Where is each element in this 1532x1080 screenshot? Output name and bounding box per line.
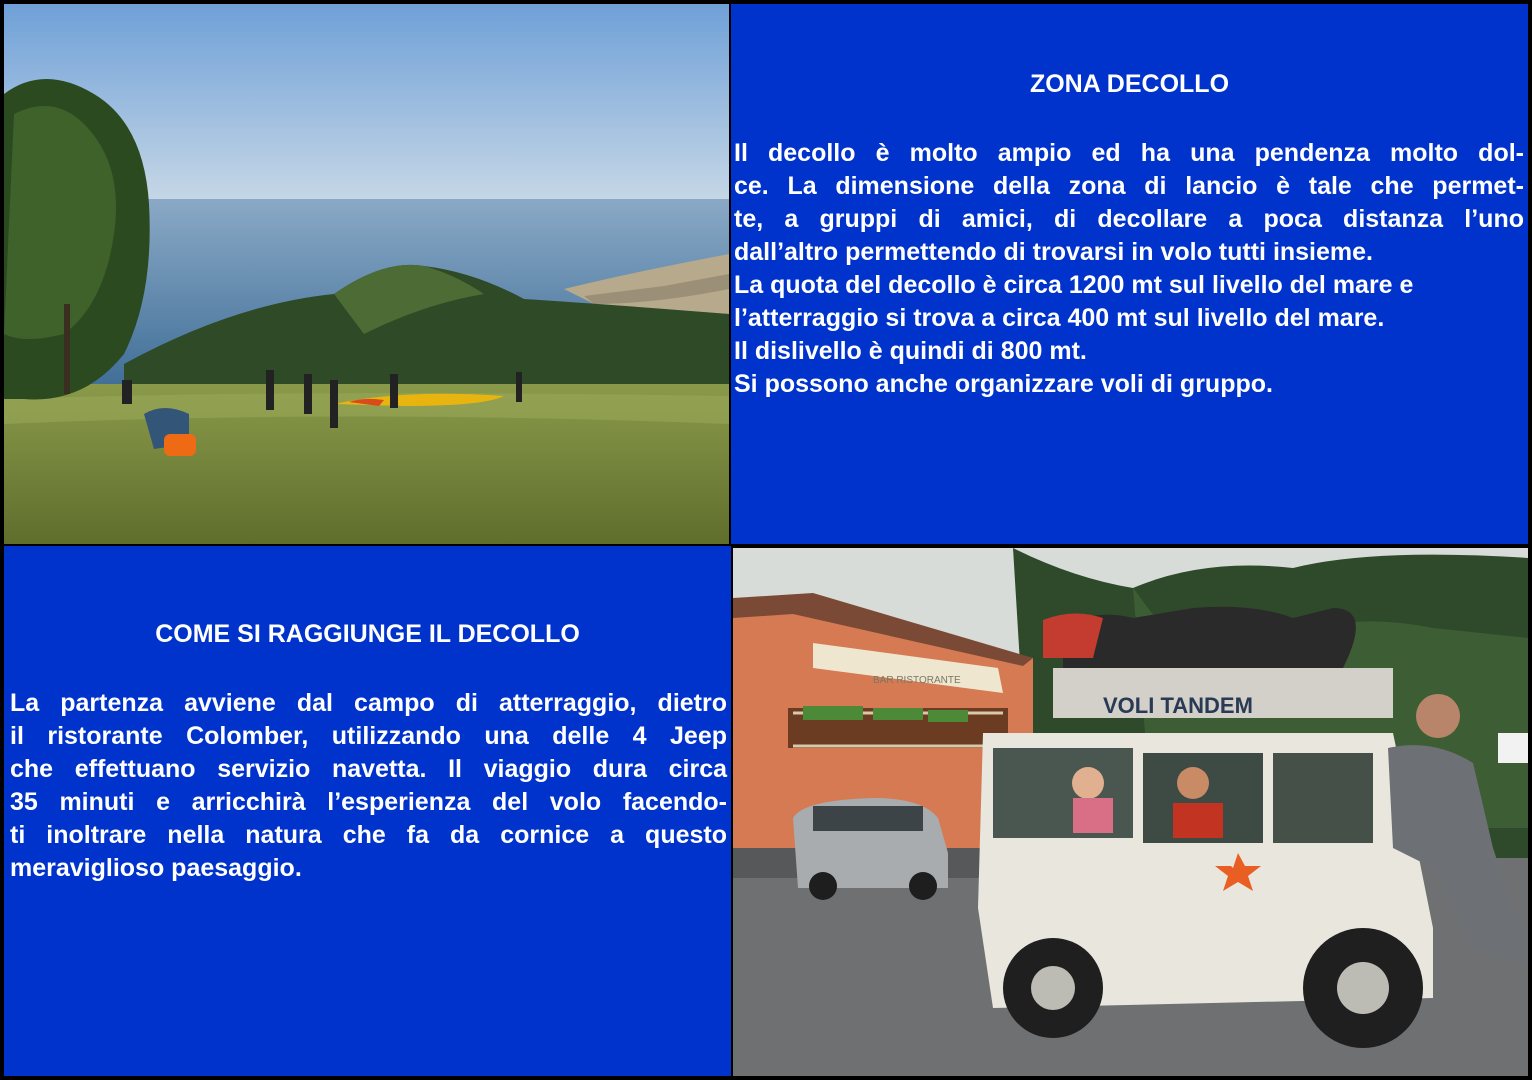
text-line: l’atterraggio si trova a circa 400 mt sul livello del mare.	[734, 304, 1385, 332]
text-line: ti inoltrare nella natura che fa da cornice a questo	[10, 821, 727, 849]
text-line: Il decollo è molto ampio ed ha una pendenza molto dol-	[734, 139, 1524, 167]
zona-decollo-title: ZONA DECOLLO	[1029, 70, 1230, 98]
text-line: La quota del decollo è circa 1200 mt sul livello del mare e	[734, 271, 1414, 299]
come-si-raggiunge-text	[10, 687, 727, 885]
text-line: ce. La dimensione della zona di lancio è tale che permet-	[734, 172, 1524, 200]
bar-ristorante-sign: BAR RISTORANTE	[873, 675, 961, 686]
takeoff-meadow-photo	[4, 4, 729, 544]
text-line: 35 minuti e arricchirà l’esperienza del volo facendo-	[10, 788, 727, 816]
jeep-shuttle-photo	[733, 548, 1528, 1076]
text-line: il ristorante Colomber, utilizzando una delle 4 Jeep	[10, 722, 727, 750]
voli-tandem-sign: VOLI TANDEM	[1103, 693, 1253, 718]
come-si-raggiunge-panel	[4, 546, 731, 1076]
zona-decollo-panel	[731, 4, 1528, 544]
text-line: Si possono anche organizzare voli di gruppo.	[734, 370, 1273, 398]
zona-decollo-text	[734, 137, 1524, 401]
text-line: te, a gruppi di amici, di decollare a poca distanza l’uno	[734, 205, 1524, 233]
text-line: che effettuano servizio navetta. Il viaggio dura circa	[10, 755, 727, 783]
text-line: La partenza avviene dal campo di atterraggio, dietro	[10, 689, 727, 717]
text-line: meraviglioso paesaggio.	[10, 854, 302, 882]
come-si-raggiunge-title: COME SI RAGGIUNGE IL DECOLLO	[155, 620, 580, 648]
text-line: dall’altro permettendo di trovarsi in volo tutti insieme.	[734, 238, 1373, 266]
text-line: Il dislivello è quindi di 800 mt.	[734, 337, 1087, 365]
